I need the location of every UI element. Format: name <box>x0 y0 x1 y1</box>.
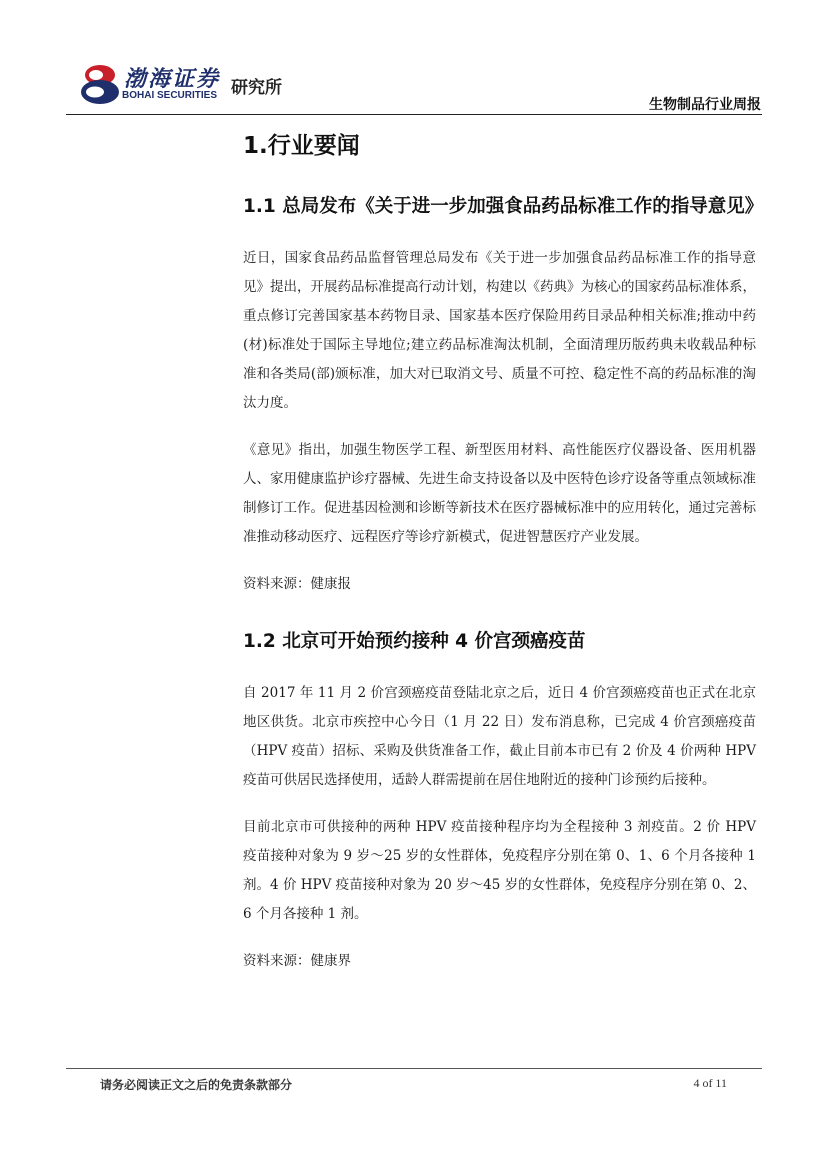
report-name: 生物制品行业周报 <box>649 97 761 113</box>
bohai-logo-icon <box>78 62 122 106</box>
news2-paragraph: 自 2017 年 11 月 2 价宫颈癌疫苗登陆北京之后，近日 4 价宫颈癌疫苗也正式在北京地区供货。北京市疾控中心今日（1 月 22 日）发布消息称，已完成 4 价宫颈癌疫苗（HPV 疫苗）招标、采购及供货准备工作，截止目前本市已有 2 价及 4 价两种 HPV 疫苗可供居民选择使用，适龄人群需提前在居住地附近的接种门诊预约后接种。 <box>243 685 756 788</box>
news1-title: 1.1 总局发布《关于进一步加强食品药品标准工作的指导意见》 <box>243 196 764 217</box>
news1-source: 资料来源：健康报 <box>243 576 351 592</box>
news1-paragraph: 近日，国家食品药品监督管理总局发布《关于进一步加强食品药品标准工作的指导意见》提出，开展药品标准提高行动计划，构建以《药典》为核心的国家药品标准体系，重点修订完善国家基本药物目录、国家基本医疗保险用药目录品种相关标准;推动中药(材)标准处于国际主导地位;建立药品标准淘汰机制，全面清理历版药典未收载品种标准和各类局(部)颁标准，加大对已取消文号、质量不可控、稳定性不高的药品标准的淘汰力度。 <box>243 250 756 411</box>
news2-title: 1.2 北京可开始预约接种 4 价宫颈癌疫苗 <box>243 631 586 652</box>
news1-paragraph: 《意见》指出，加强生物医学工程、新型医用材料、高性能医疗仪器设备、医用机器人、家用健康监护诊疗器械、先进生命支持设备以及中医特色诊疗设备等重点领域标准制修订工作。促进基因检测和诊断等新技术在医疗器械标准中的应用转化，通过完善标准推动移动医疗、远程医疗等诊疗新模式，促进智慧医疗产业发展。 <box>243 442 756 545</box>
page-number: 4 of 11 <box>693 1076 727 1090</box>
section-title: 1.行业要闻 <box>243 133 360 159</box>
header-divider <box>66 114 762 115</box>
footer-disclaimer: 请务必阅读正文之后的免责条款部分 <box>100 1078 293 1092</box>
logo-chinese-name: 渤海证券 <box>124 67 221 92</box>
footer-divider <box>66 1068 762 1069</box>
institute-label: 研究所 <box>231 78 282 98</box>
news2-paragraph: 目前北京市可供接种的两种 HPV 疫苗接种程序均为全程接种 3 剂疫苗。2 价 HPV 疫苗接种对象为 9 岁～25 岁的女性群体，免疫程序分别在第 0、1、6 个月各接种 1 剂。4 价 HPV 疫苗接种对象为 20 岁～45 岁的女性群体，免疫程序分别在第 0、2、6 个月各接种 1 剂。 <box>243 819 756 922</box>
logo-english-name: BOHAI SECURITIES <box>122 90 218 101</box>
main-content <box>243 116 764 976</box>
news2-source: 资料来源：健康界 <box>243 953 351 969</box>
